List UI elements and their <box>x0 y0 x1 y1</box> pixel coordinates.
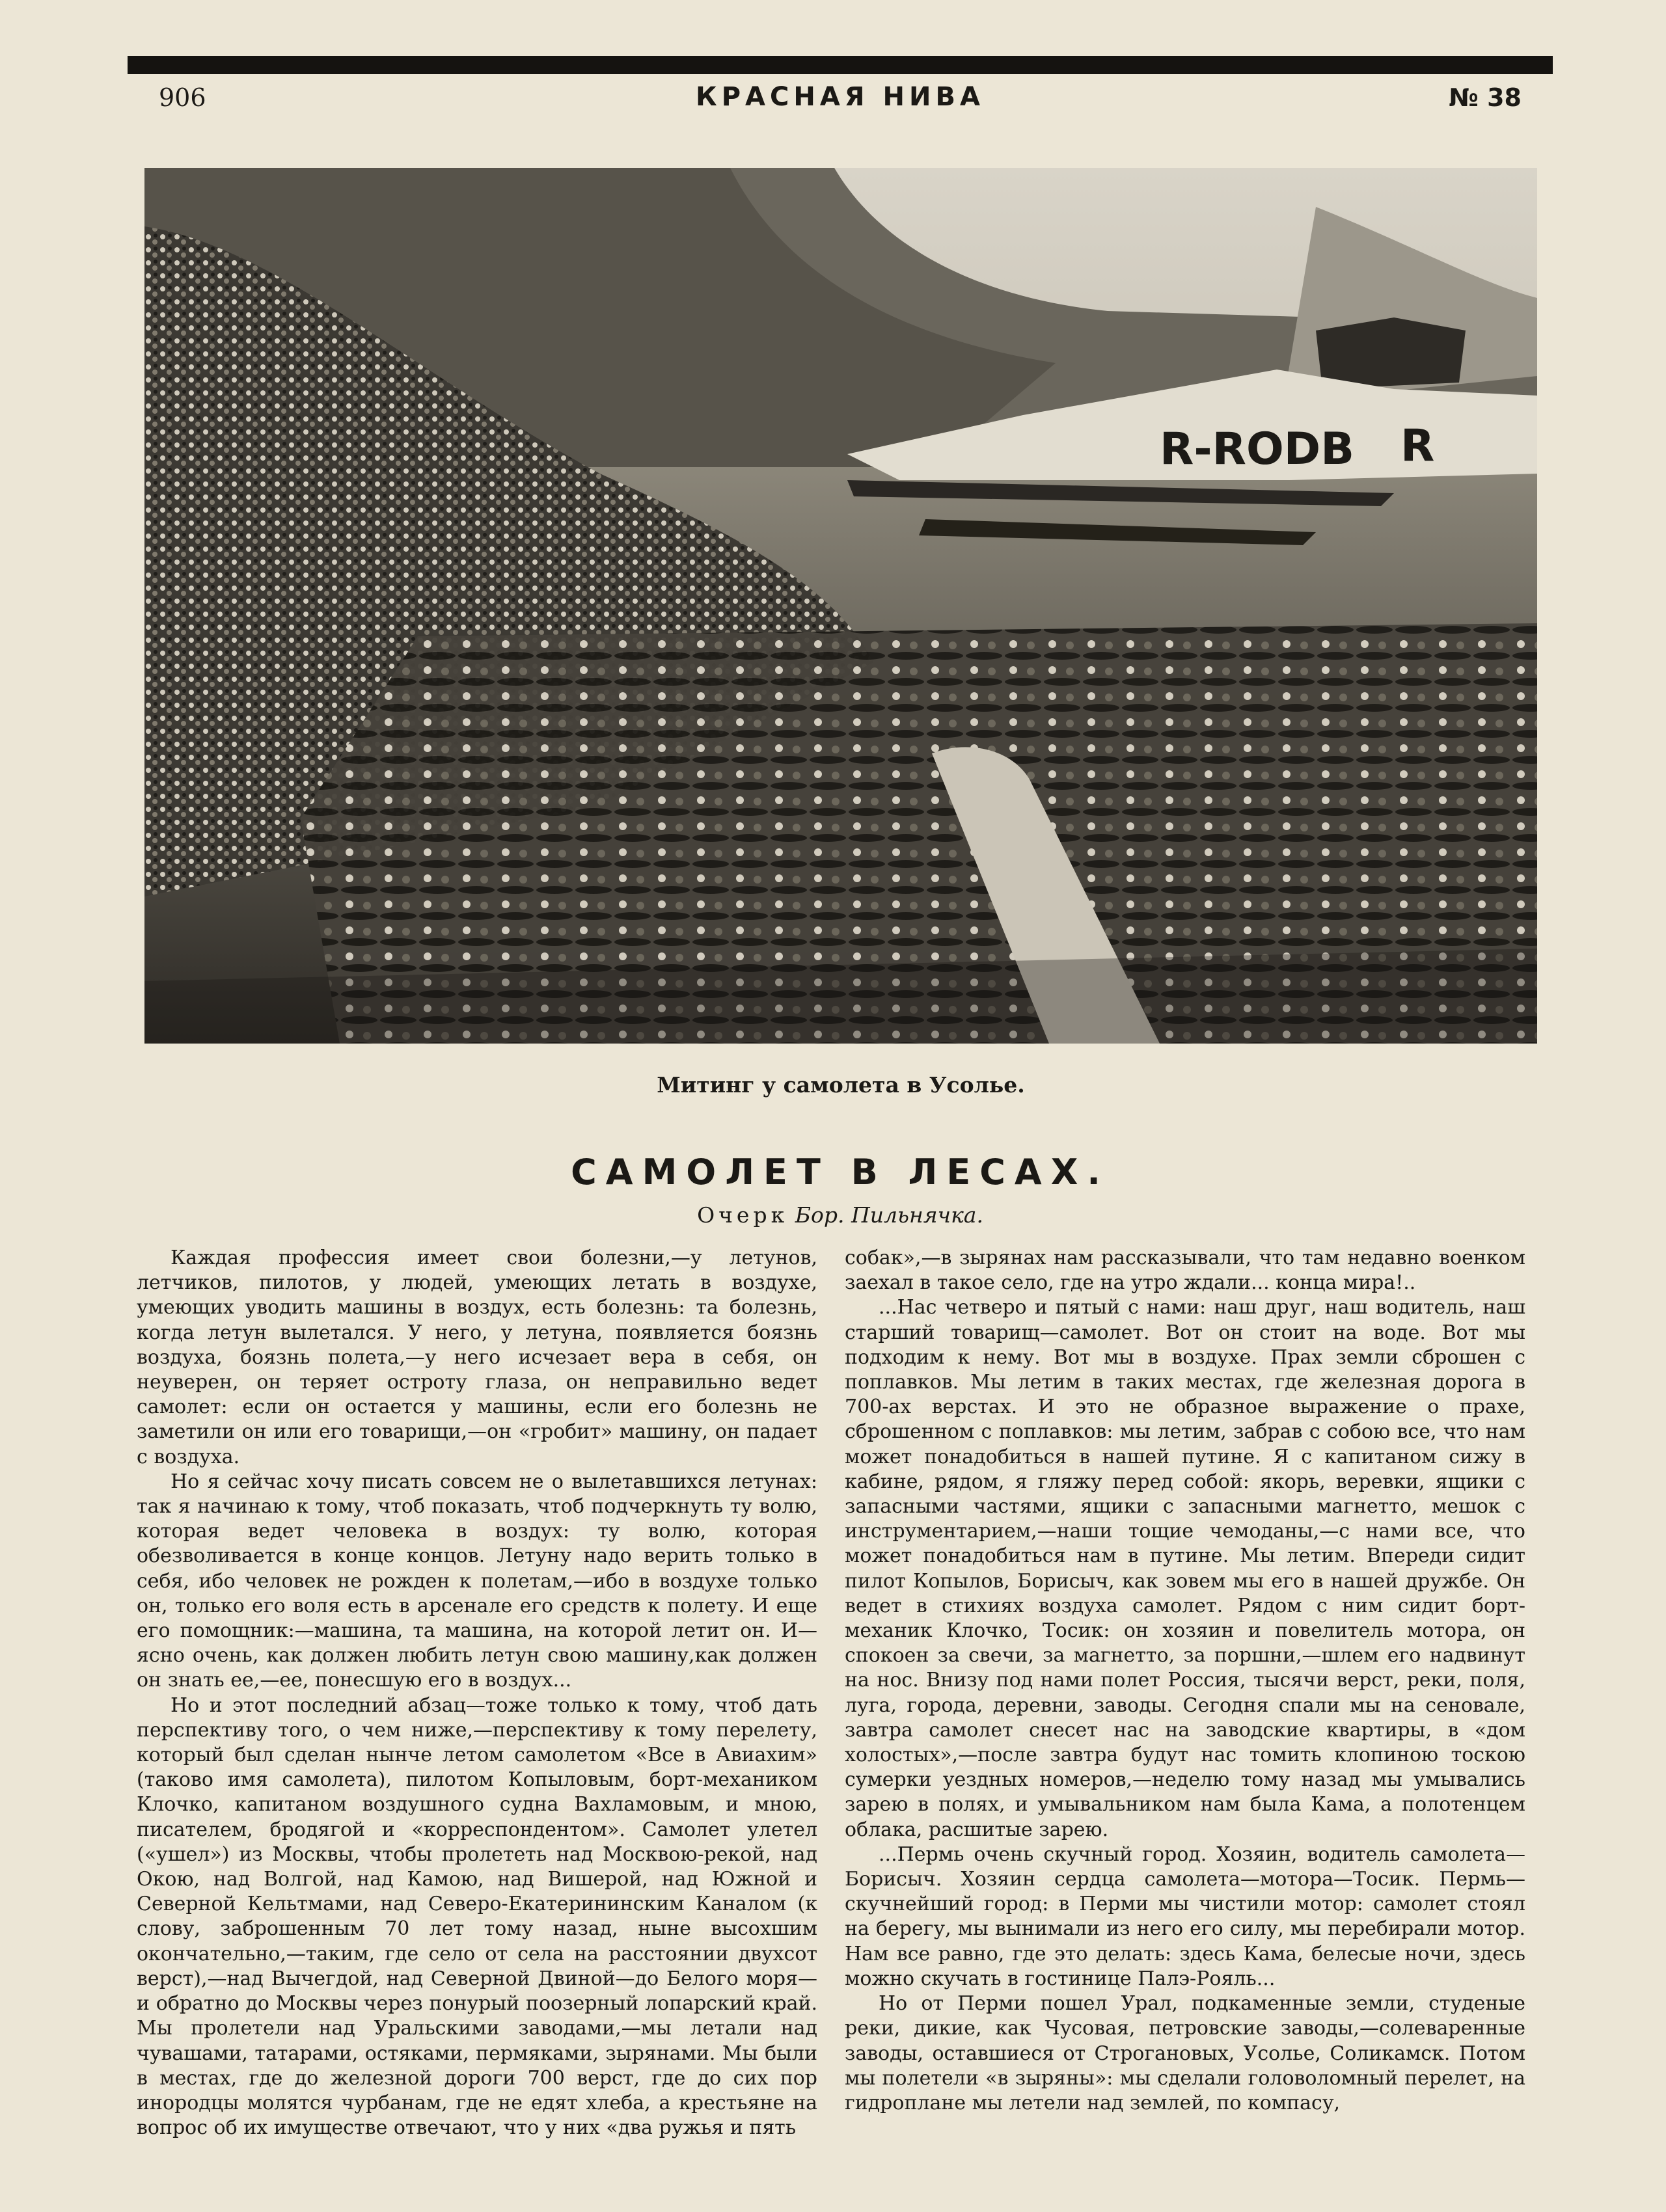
paragraph: ...Нас четверо и пятый с нами: наш друг, наш водитель, наш старший товарищ—самолет. Вот он стоит на воде. Вот мы подходим к нему. Вот мы в воздухе. Прах земли сброшен с поплавков. Мы летим в таких местах, где железная дорога в 700-ах верстах. И это не образное выражение о прахе, сброшенном с поплавков: мы летим, забрав с собою все, что нам может понадобиться в нашей путине. Я с капитаном сижу в кабине, рядом, я гляжу перед собой: якорь, веревки, ящики с запасными частями, ящики с запасными магнетто, мешок с инструментарием,—наши тощие чемоданы,—с нами все, что может понадобиться нам в путине. Мы летим. Впереди сидит пилот Копылов, Борисыч, как зовем мы его в нашей дружбе. Он ведет в стихиях воздуха самолет. Рядом с ним сидит борт-механик Клочко, Тосик: он хозяин и повелитель мотора, он спокоен за свечи, за магнетто, за поршни,—шлем его надвинут на нос. Внизу под нами полет Россия, тысячи верст, реки, поля, луга, города, деревни, заводы. Сегодня спали мы на сеновале, завтра самолет снесет нас на заводские квартиры, в «дом холостых»,—после завтра будут нас томить клопиною тоскою сумерки уездных номеров,—неделю тому назад мы умывались зарею в полях, и умывальником нам была Кама, а полотенцем облака, расшитые зарею. <box>845 1296 1525 1841</box>
paragraph: Каждая профессия имеет свои болезни,—у летунов, летчиков, пилотов, у людей, умеющих летать в воздухе, умеющих уводить машины в воздух, есть болезнь: та болезнь, когда летун вылетался. У него, у летуна, появляется боязнь воздуха, боязнь полета,—у него исчезает вера в себя, он неуверен, он теряет остроту глаза, он неправильно ведет самолет: если он остается у машины, если его болезнь не заметили он или его товарищи,—он «гробит» машину, он падает с воздуха. <box>137 1247 817 1468</box>
page-number: 906 <box>159 83 206 112</box>
text-column-right <box>845 1246 1525 2116</box>
magazine-title: КРАСНАЯ НИВА <box>696 82 985 112</box>
text-column-left <box>137 1246 817 2140</box>
paragraph: ...Пермь очень скучный город. Хозяин, водитель самолета—Борисыч. Хозяин сердца самолета—мотора—Тосик. Пермь—скучнейший город: в Перми мы чистили мотор: самолет стоял на берегу, мы вынимали из него его силу, мы перебирали мотор. Нам все равно, где это делать: здесь Кама, белесые ночи, здесь можно скучать в гостинице Палэ-Рояль... <box>845 1842 1525 1990</box>
byline-label: Очерк <box>697 1202 789 1228</box>
article-title: САМОЛЕТ В ЛЕСАХ. <box>571 1152 1110 1193</box>
paragraph: Но от Перми пошел Урал, подкаменные земли, студеные реки, дикие, как Чусовая, петровские заводы,—солеваренные заводы, оставшиеся от Строгановых, Усолье, Соликамск. Потом мы полетели «в зыряны»: мы сделали головоломный перелет, на гидроплане мы летели над землей, по компасу, <box>845 1992 1525 2114</box>
running-header <box>128 81 1553 120</box>
issue-number: № 38 <box>1449 83 1522 112</box>
article-photo <box>144 168 1537 1044</box>
byline <box>128 1202 1553 1228</box>
registration-mark: R-RODB <box>1160 424 1355 475</box>
author-name: Бор. Пильнячка. <box>795 1202 983 1228</box>
paragraph: Но я сейчас хочу писать совсем не о вылетавшихся летунах: так я начинаю к тому, чтоб показать, чтоб подчеркнуть ту волю, которая ведет человека в воздух: ту волю, которая обезволивается в конце концов. Летуну надо верить только в себя, ибо человек не рожден к полетам,—ибо в воздухе только он, только его воля есть в арсенале его средств к полету. И еще его помощник:—машина, та машина, на которой летит он. И—ясно очень, как должен любить летун свою машину,как должен он знать ее,—ее, понесшую его в воздух... <box>137 1470 817 1692</box>
paragraph: Но и этот последний абзац—тоже только к тому, чтоб дать перспективу того, о чем ниже,—перспективу к тому перелету, который был сделан нынче летом самолетом «Все в Авиахим» (таково имя самолета), пилотом Копыловым, борт-механиком Клочко, капитаном воздушного судна Вахламовым, и мною, писателем, бродягой и «корреспондентом». Самолет улетел («ушел») из Москвы, чтобы пролететь над Москвою-рекой, над Окою, над Волгой, над Камою, над Вишерой, над Южной и Северной Кельтмами, над Северо-Екатерининским Каналом (к слову, заброшенным 70 лет тому назад, ныне высохшим окончательно,—таким, где село от села на расстоянии двухсот верст),—над Вычегдой, над Северной Двиной—до Белого моря—и обратно до Москвы через понурый поозерный лопарский край. Мы пролетели над Уральскими заводами,—мы летали над чувашами, татарами, остяками, пермяками, зырянами. Мы были в местах, где до железной дороги 700 верст, где до сих пор инородцы молятся чурбанам, где не едят хлеба, а крестьяне на вопрос об их имуществе отвечают, что у них «два ружья и пять <box>137 1693 817 2140</box>
paragraph: собак»,—в зырянах нам рассказывали, что там недавно военком заехал в такое село, где на утро ждали... конца мира!.. <box>845 1247 1525 1295</box>
tail-mark: R <box>1400 420 1435 472</box>
top-rule <box>128 56 1553 74</box>
photo-caption: Митинг у самолета в Усолье. <box>657 1072 1025 1098</box>
